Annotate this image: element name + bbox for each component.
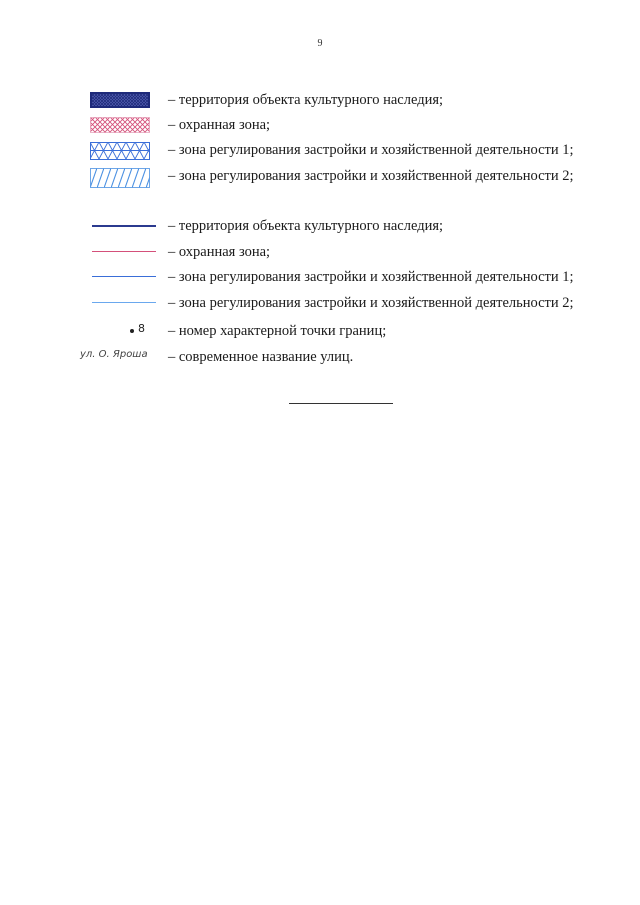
triangle-lattice-pattern xyxy=(90,142,150,160)
legend-text: – зона регулирования застройки и хозяйственной деятельности 2; xyxy=(168,168,574,184)
zone1-area-swatch xyxy=(90,142,150,158)
legend-text: – охранная зона; xyxy=(168,244,271,260)
legend-text: – современное название улиц. xyxy=(168,349,354,365)
legend-row-street-name xyxy=(0,346,640,368)
street-name-sample: ул. О. Яроша xyxy=(80,349,148,360)
legend-row-zone2-line xyxy=(0,292,640,314)
legend-text: – территория объекта культурного наследия; xyxy=(168,92,444,108)
legend-row-heritage-area xyxy=(0,89,640,111)
legend-text: – охранная зона; xyxy=(168,117,271,133)
legend-text: – зона регулирования застройки и хозяйственной деятельности 2; xyxy=(168,295,574,311)
legend-row-heritage-line xyxy=(0,215,640,237)
legend-text: – территория объекта культурного наследия; xyxy=(168,218,444,234)
end-divider xyxy=(289,403,393,404)
crosshatch-dense-pattern xyxy=(90,92,150,108)
legend-text: – зона регулирования застройки и хозяйственной деятельности 1; xyxy=(168,142,574,158)
legend-text: – номер характерной точки границ; xyxy=(168,323,387,339)
legend-row-protection-area xyxy=(0,114,640,136)
legend-row-zone1-line xyxy=(0,266,640,288)
legend-row-zone1-area xyxy=(0,139,640,161)
crosshatch-pink-pattern xyxy=(90,117,150,133)
diagonal-hatch-pattern xyxy=(90,168,150,188)
zone1-boundary-line xyxy=(92,276,156,277)
heritage-area-swatch xyxy=(90,92,150,108)
point-dot-icon xyxy=(130,329,134,333)
zone2-area-swatch xyxy=(90,168,150,184)
legend-row-zone2-area xyxy=(0,165,640,187)
point-number-label: 8 xyxy=(138,322,145,335)
zone2-boundary-line xyxy=(92,302,156,303)
legend-row-protection-line xyxy=(0,241,640,263)
point-number-sample xyxy=(130,322,145,335)
protection-boundary-line xyxy=(92,251,156,252)
page-number: 9 xyxy=(317,38,323,49)
heritage-boundary-line xyxy=(92,225,156,227)
legend-row-point-number xyxy=(0,320,640,342)
legend-text: – зона регулирования застройки и хозяйственной деятельности 1; xyxy=(168,269,574,285)
protection-area-swatch xyxy=(90,117,150,133)
